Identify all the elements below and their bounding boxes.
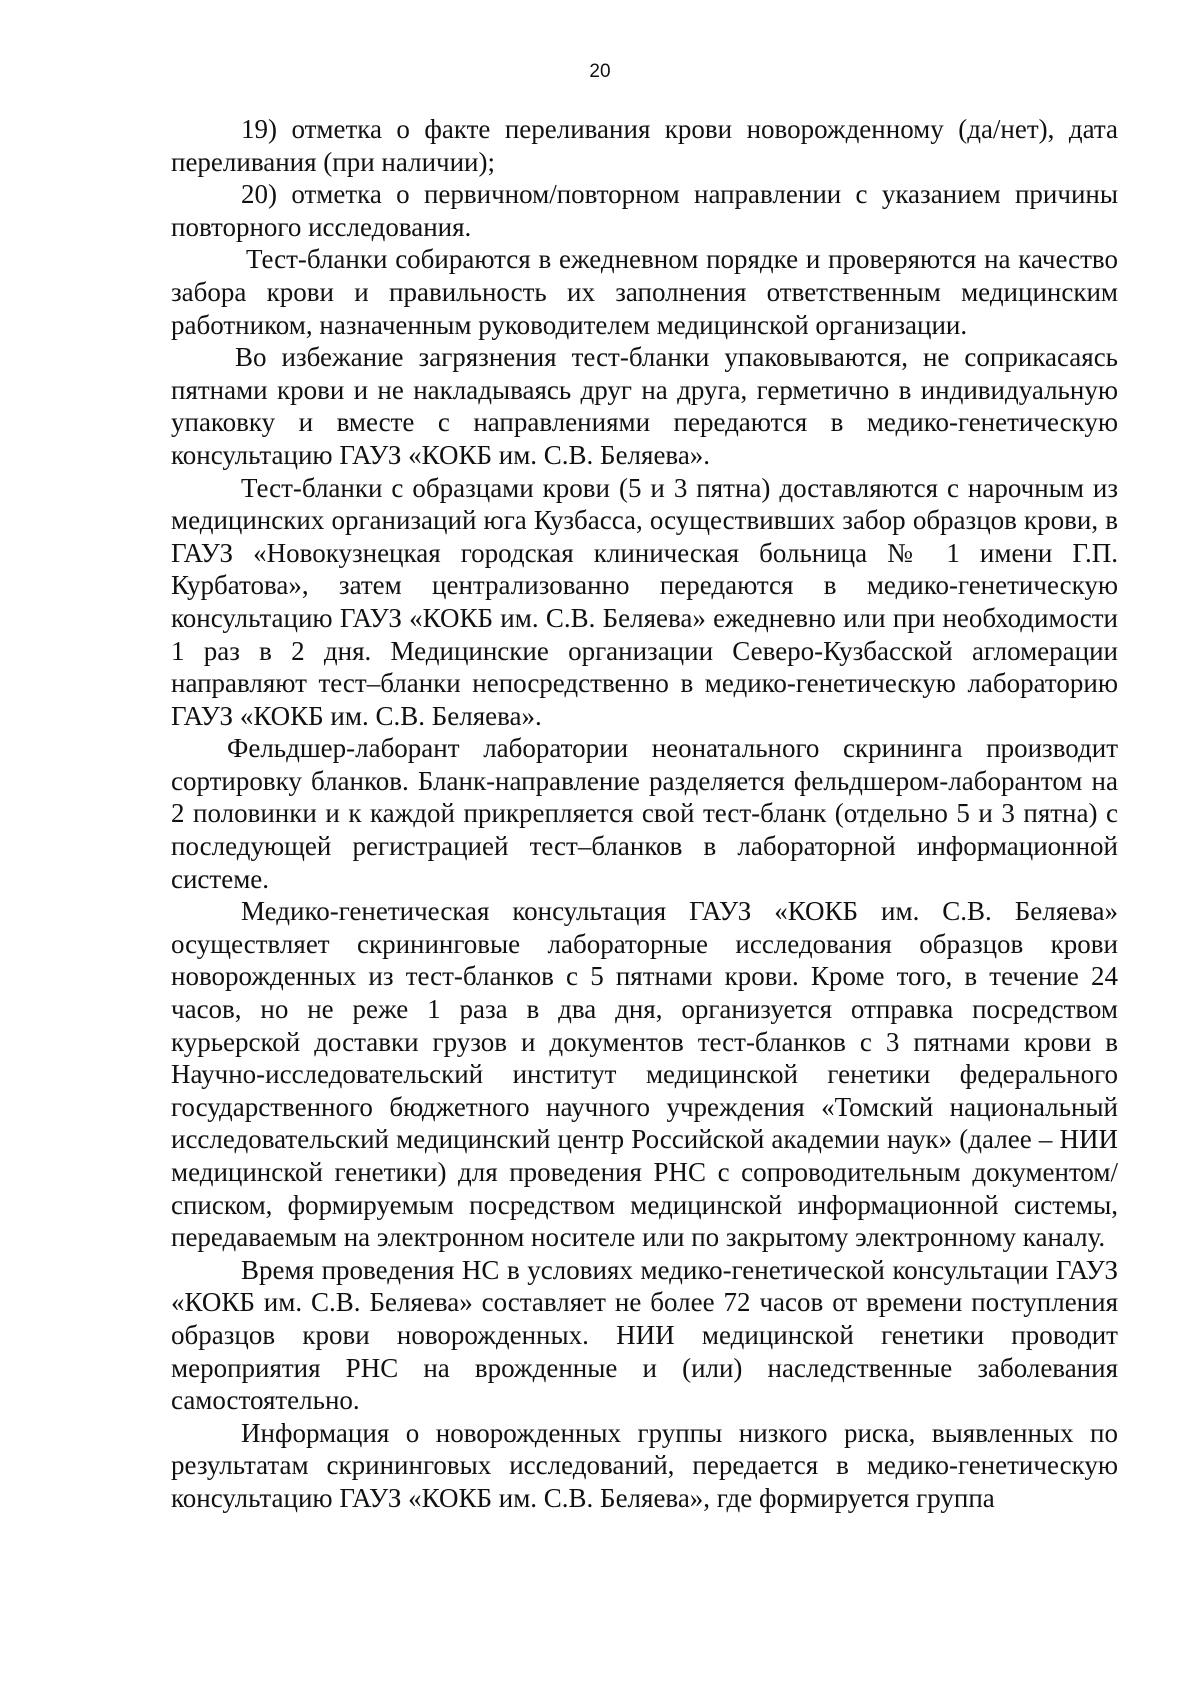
paragraph-sorting: Фельдшер-лаборант лаборатории неонатального скрининга производит сортировку бланков. Бланк-направление разделяется фельдшером-лаборантом на 2 половинки и к каждой прикрепляется свой тест-бланк (отдельно 5 и 3 пятна) с последующей регистрацией тест–бланков в лабораторной информационной системе. (171, 733, 1118, 894)
paragraph-collection: Тест-бланки собираются в ежедневном порядке и проверяются на качество забора крови и правильность их заполнения ответственным медицинским работником, назначенным руководителем медицинской организации. (171, 244, 1118, 340)
paragraph-item-20: 20) отметка о первичном/повторном направлении с указанием причины повторного исследования. (171, 179, 1118, 242)
paragraph-low-risk: Информация о новорожденных группы низкого риска, выявленных по результатам скрининговых исследований, передается в медико-генетическую консультацию ГАУЗ «КОКБ им. С.В. Беляева», где формируется группа (171, 1417, 1118, 1513)
document-body (171, 113, 1118, 1515)
paragraph-delivery: Тест-бланки с образцами крови (5 и 3 пятна) доставляются с нарочным из медицинских организаций юга Кузбасса, осуществивших забор образцов крови, в ГАУЗ «Новокузнецкая городская клиническая больница № 1 имени Г.П. Курбатова», затем централизованно передаются в медико-генетическую консультацию ГАУЗ «КОКБ им. С.В. Беляева» ежедневно или при необходимости 1 раз в 2 дня. Медицинские организации Северо-Кузбасской агломерации направляют тест–бланки непосредственно в медико-генетическую лабораторию ГАУЗ «КОКБ им. С.В. Беляева». (171, 472, 1118, 731)
paragraph-packaging: Во избежание загрязнения тест-бланки упаковываются, не соприкасаясь пятнами крови и не накладываясь друг на друга, герметично в индивидуальную упаковку и вместе с направлениями передаются в медико-генетическую консультацию ГАУЗ «КОКБ им. С.В. Беляева». (171, 342, 1118, 470)
page-number: 20 (589, 61, 611, 82)
paragraph-timing: Время проведения НС в условиях медико-генетической консультации ГАУЗ «КОКБ им. С.В. Беляева» составляет не более 72 часов от времени поступления образцов крови новорожденных. НИИ медицинской генетики проводит мероприятия РНС на врожденные и (или) наследственные заболевания самостоятельно. (171, 1254, 1118, 1416)
paragraph-item-19: 19) отметка о факте переливания крови новорожденному (да/нет), дата переливания (при наличии); (171, 114, 1118, 177)
paragraph-screening: Медико-генетическая консультация ГАУЗ «КОКБ им. С.В. Беляева» осуществляет скрининговые лабораторные исследования образцов крови новорожденных из тест-бланков с 5 пятнами крови. Кроме того, в течение 24 часов, но не реже 1 раза в два дня, организуется отправка посредством курьерской доставки грузов и документов тест-бланков с 3 пятнами крови в Научно-исследовательский институт медицинской генетики федерального государственного бюджетного научного учреждения «Томский национальный исследовательский медицинский центр Российской академии наук» (далее – НИИ медицинской генетики) для проведения РНС с сопроводительным документом/списком, формируемым посредством медицинской информационной системы, передаваемым на электронном носителе или по закрытому электронному каналу. (171, 896, 1118, 1253)
